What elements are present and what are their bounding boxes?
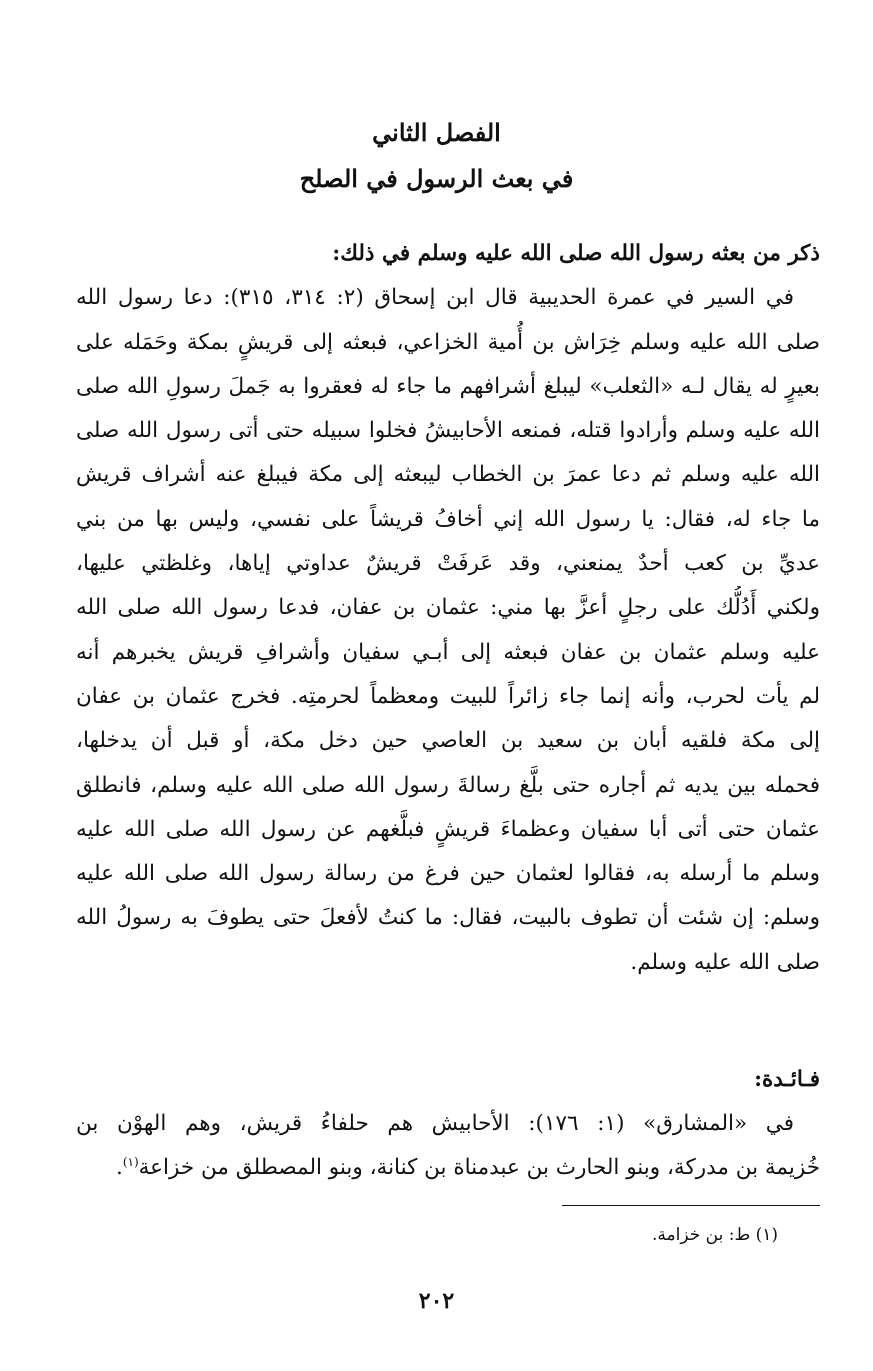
text-line: فحمله بين يديه ثم أجاره حتى بلَّغ رسالةَ رسول الله صلى الله عليه وسلم، فانطلق	[76, 772, 820, 798]
text-line: ما جاء له، فقال: يا رسول الله إني أخافُ قريشاً على نفسي، وليس بها من بني	[76, 506, 820, 532]
footnote: (١) ط: بن خزامة.	[652, 1225, 778, 1245]
text-line: وسلم ما أرسله به، فقالوا لعثمان حين فرغ من رسالة رسول الله صلى الله عليه	[76, 861, 820, 887]
text-line: صلى الله عليه وسلم.	[630, 949, 820, 975]
footnote-marker: (١)	[122, 1155, 139, 1170]
note-line-text: خُزيمة بن مدركة، وبنو الحارث بن عبدمناة بن كنانة، وبنو المصطلق من خزاعة	[138, 1155, 820, 1181]
note-line: في «المشارق» (١: ١٧٦): الأحابيش هم حلفاءُ قريش، وهم الهوْن بن	[76, 1111, 795, 1136]
text-line: عثمان حتى أتى أبا سفيان وعظماءَ قريشٍ فبلَّغهم عن رسول الله صلى الله عليه	[76, 816, 820, 842]
text-line: ولكني أَدُلُّك على رجلٍ أعزَّ بها مني: عثمان بن عفان، فدعا رسول الله صلى الله	[76, 595, 820, 621]
text-line: الله عليه وسلم ثم دعا عمرَ بن الخطاب ليبعثه إلى مكة فيبلغ عنه أشراف قريش	[76, 462, 820, 488]
note-block	[76, 1066, 820, 1191]
text-line: لم يأت لحرب، وأنه إنما جاء زائراً للبيت ومعظماً لحرمتِه. فخرج عثمان بن عفان	[76, 683, 820, 709]
text-line: وسلم: إن شئت أن تطوف بالبيت، فقال: ما كنتُ لأفعلَ حتى يطوفَ به رسولُ الله	[76, 905, 820, 931]
section-heading: ذكر من بعثه رسول الله صلى الله عليه وسلم في ذلك:	[332, 241, 820, 266]
chapter-subtitle: في بعث الرسول في الصلح	[299, 164, 574, 193]
footnote-divider	[562, 1205, 820, 1206]
text-line: إلى مكة فلقيه أبان بن سعيد بن العاصي حين دخل مكة، أو قبل أن يدخلها،	[76, 728, 820, 754]
note-heading: فـائـدة:	[754, 1066, 820, 1092]
text-line: في السير في عمرة الحديبية قال ابن إسحاق (٢: ٣١٤، ٣١٥): دعا رسول الله	[76, 285, 794, 311]
text-line: صلى الله عليه وسلم خِرَاش بن أُمية الخزاعي، فبعثه إلى قريشٍ بمكة وحَمَله على	[76, 329, 820, 355]
text-line: الله عليه وسلم وأرادوا قتله، فمنعه الأحابيشُ فخلوا سبيله حتى أتى رسول الله صلى	[76, 418, 820, 444]
note-line: خُزيمة بن مدركة، وبنو الحارث بن عبدمناة بن كنانة، وبنو المصطلق من خزاعة$^{(١)}$.	[115, 1155, 820, 1181]
text-line: عديِّ بن كعب أحدٌ يمنعني، وقد عَرفَتْ قريشٌ عداوتي إياها، وغلظتي عليها،	[76, 551, 820, 577]
text-line: عليه وسلم عثمان بن عفان فبعثه إلى أبـي سفيان وأشرافِ قريش يخبرهم أنه	[76, 639, 820, 665]
chapter-heading	[0, 110, 873, 202]
text-line: بعيرٍ له يقال لـه «الثعلب» ليبلغ أشرافهم ما جاء له فعقروا به جَملَ رسولِ الله صلى	[76, 373, 820, 399]
chapter-title: الفصل الثاني	[372, 118, 501, 147]
page-number: ٢٠٢	[418, 1288, 455, 1314]
main-text	[76, 232, 820, 985]
